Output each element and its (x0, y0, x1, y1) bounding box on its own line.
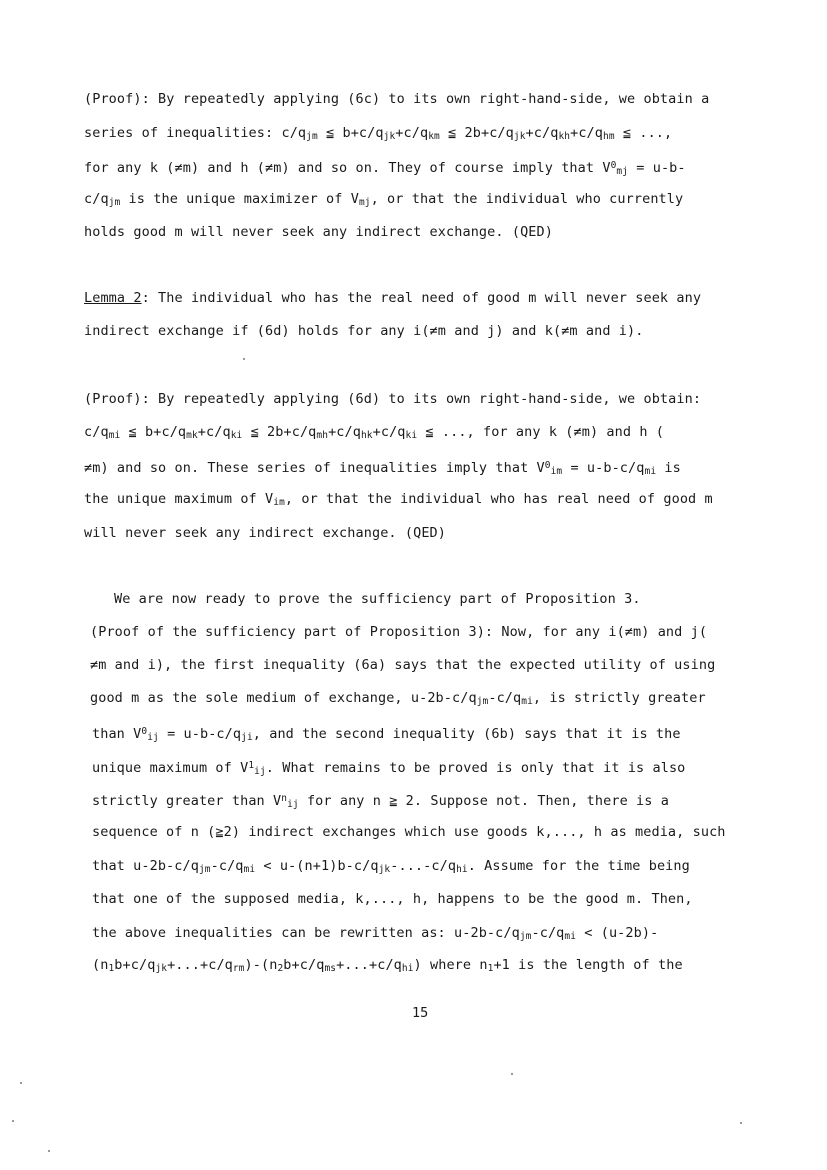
scan-speck (20, 1082, 22, 1084)
lemma2-line-1: Lemma 2: The individual who has the real need of good m will never seek any (84, 290, 702, 306)
main-line-4: good m as the sole medium of exchange, $u-2b-c/q_{jm}-c/q_{mi}$, is strictly greater (90, 690, 706, 707)
proof1-line-1: (Proof): By repeatedly applying (6c) to its own right-hand-side, we obtain a (84, 91, 710, 107)
scan-speck (511, 1073, 513, 1075)
main-line-1: We are now ready to prove the sufficiency part of Proposition 3. (114, 591, 641, 607)
scan-speck (243, 358, 245, 360)
proof1-line-5: holds good m will never seek any indirect exchange. (QED) (84, 224, 553, 240)
proof1-line-2: series of inequalities: $c/q_{jm}$ ≦ $b+c/q_{jk}+c/q_{km}$ ≦ $2b+c/q_{jk}+c/q_{kh}+c/q_{hm}$ ≦ ..., (84, 125, 673, 142)
main-line-2: (Proof of the sufficiency part of Proposition 3): Now, for any i(≠m) and j( (90, 624, 708, 640)
main-line-7: strictly greater than $V^n_{ij}$ for any n ≧ 2. Suppose not. Then, there is a (92, 793, 669, 810)
main-line-12: $(n_1b+c/q_{jk}+...+c/q_{rm})-(n_2b+c/q_{ms}+...+c/q_{hi})$ where $n_1+1$ is the length of the (92, 957, 683, 974)
proof2-line-3: ≠m) and so on. These series of inequalities imply that $V^0_{im} = u-b-c/q_{mi}$ is (84, 460, 681, 477)
page-number: 15 (412, 1005, 429, 1021)
main-line-6: unique maximum of $V^1_{ij}$. What remains to be proved is only that it is also (92, 760, 686, 777)
proof1-line-3: for any k (≠m) and h (≠m) and so on. They of course imply that $V^0_{mj} = u-b-$ (84, 160, 686, 177)
proof2-line-1: (Proof): By repeatedly applying (6d) to its own right-hand-side, we obtain: (84, 391, 702, 407)
main-line-8: sequence of n (≧2) indirect exchanges which use goods k,..., h as media, such (92, 824, 726, 840)
main-line-10: that one of the supposed media, k,..., h, happens to be the good m. Then, (92, 891, 693, 907)
scan-speck (48, 1150, 50, 1152)
proof2-line-2: $c/q_{mi}$ ≦ $b+c/q_{mk}+c/q_{ki}$ ≦ $2b+c/q_{mh}+c/q_{hk}+c/q_{ki}$ ≦ ..., for any k (≠m) and h ( (84, 424, 665, 441)
main-line-5: than $V^0_{ij} = u-b-c/q_{ji}$, and the second inequality (6b) says that it is the (92, 726, 681, 743)
lemma2-label: Lemma 2 (84, 290, 142, 306)
main-line-11: the above inequalities can be rewritten as: $u-2b-c/q_{jm}-c/q_{mi} < (u-2b)-$ (92, 925, 659, 942)
proof2-line-4: the unique maximum of $V_{im}$, or that the individual who has real need of good m (84, 491, 713, 508)
proof1-line-4: $c/q_{jm}$ is the unique maximizer of $V_{mj}$, or that the individual who currently (84, 191, 684, 208)
proof2-line-5: will never seek any indirect exchange. (QED) (84, 525, 447, 541)
scan-speck (740, 1122, 742, 1124)
scan-speck (12, 1120, 14, 1122)
main-line-3: ≠m and i), the first inequality (6a) says that the expected utility of using (90, 657, 716, 673)
main-line-9: that $u-2b-c/q_{jm}-c/q_{mi} < u-(n+1)b-c/q_{jk}-...-c/q_{hi}$. Assume for the time being (92, 858, 690, 875)
lemma2-line-2: indirect exchange if (6d) holds for any i(≠m and j) and k(≠m and i). (84, 323, 644, 339)
